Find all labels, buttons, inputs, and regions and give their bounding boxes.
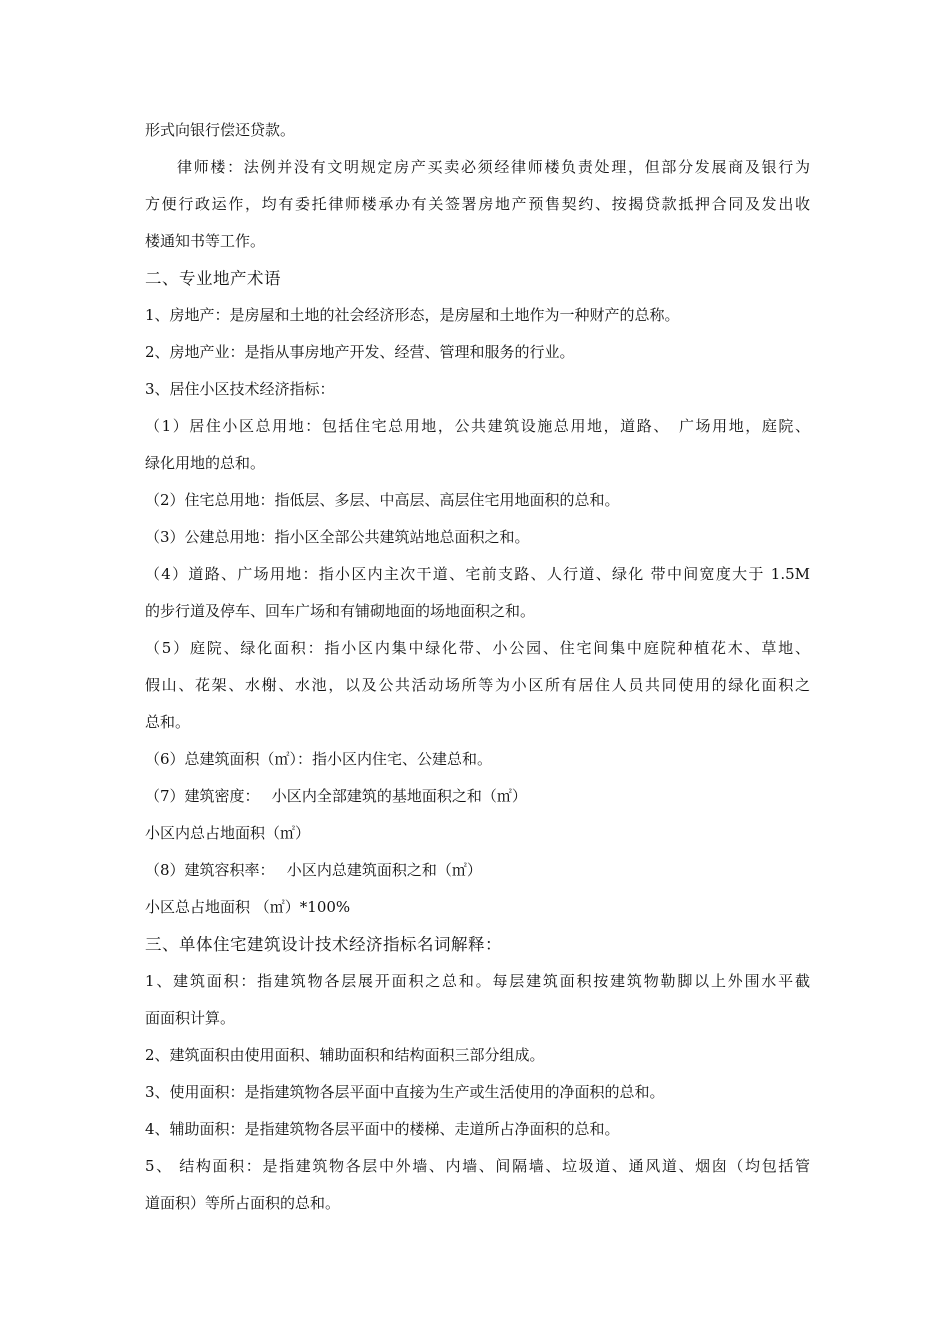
section-heading: 三、单体住宅建筑设计技术经济指标名词解释：	[145, 935, 502, 954]
body-line: 1、房地产：是房屋和土地的社会经济形态，是房屋和土地作为一种财产的总称。	[145, 306, 680, 324]
body-line: 的步行道及停车、回车广场和有铺砌地面的场地面积之和。	[145, 602, 536, 620]
body-line: 形式向银行偿还贷款。	[145, 121, 296, 139]
body-line: （5）庭院、绿化面积：指小区内集中绿化带、小公园、住宅间集中庭院种植花木、草地、	[145, 639, 810, 657]
body-line: 3、居住小区技术经济指标：	[145, 380, 335, 398]
body-line: 1、建筑面积：指建筑物各层展开面积之总和。每层建筑面积按建筑物勒脚以上外围水平截	[145, 972, 810, 990]
body-line: 3、使用面积：是指建筑物各层平面中直接为生产或生活使用的净面积的总和。	[145, 1083, 665, 1101]
body-line: （4）道路、广场用地：指小区内主次干道、宅前支路、人行道、绿化 带中间宽度大于 1.5M	[145, 565, 810, 583]
body-line: （8）建筑容积率： 小区内总建筑面积之和（㎡）	[145, 861, 482, 879]
body-line: 律师楼：法例并没有文明规定房产买卖必须经律师楼负责处理，但部分发展商及银行为	[177, 158, 810, 176]
section-heading: 二、专业地产术语	[145, 269, 281, 288]
body-line: 道面积）等所占面积的总和。	[145, 1194, 341, 1212]
body-line: 绿化用地的总和。	[145, 454, 266, 472]
body-line: 小区内总占地面积（㎡）	[145, 824, 311, 842]
document-body	[145, 118, 810, 1215]
body-line: 方便行政运作，均有委托律师楼承办有关签署房地产预售契约、按揭贷款抵押合同及发出收	[145, 195, 810, 213]
body-line: 2、房地产业：是指从事房地产开发、经营、管理和服务的行业。	[145, 343, 575, 361]
body-line: （2）住宅总用地：指低层、多层、中高层、高层住宅用地面积的总和。	[145, 491, 620, 509]
body-line: 小区总占地面积 （㎡）*100%	[145, 898, 351, 916]
body-line: 4、辅助面积：是指建筑物各层平面中的楼梯、走道所占净面积的总和。	[145, 1120, 620, 1138]
body-line: （7）建筑密度： 小区内全部建筑的基地面积之和（㎡）	[145, 787, 527, 805]
body-line: 假山、花架、水榭、水池，以及公共活动场所等为小区所有居住人员共同使用的绿化面积之	[145, 676, 810, 694]
body-line: 面面积计算。	[145, 1009, 236, 1027]
body-line: 5、 结构面积：是指建筑物各层中外墙、内墙、间隔墙、垃圾道、通风道、烟囱（均包括管	[145, 1157, 810, 1175]
body-line: 楼通知书等工作。	[145, 232, 266, 250]
body-line: 2、建筑面积由使用面积、辅助面积和结构面积三部分组成。	[145, 1046, 545, 1064]
body-line: （6）总建筑面积（㎡）：指小区内住宅、公建总和。	[145, 750, 493, 768]
body-line: 总和。	[145, 713, 191, 731]
body-line: （1）居住小区总用地：包括住宅总用地，公共建筑设施总用地，道路、 广场用地，庭院、	[145, 417, 810, 435]
body-line: （3）公建总用地：指小区全部公共建筑站地总面积之和。	[145, 528, 530, 546]
document-page	[145, 118, 810, 1228]
